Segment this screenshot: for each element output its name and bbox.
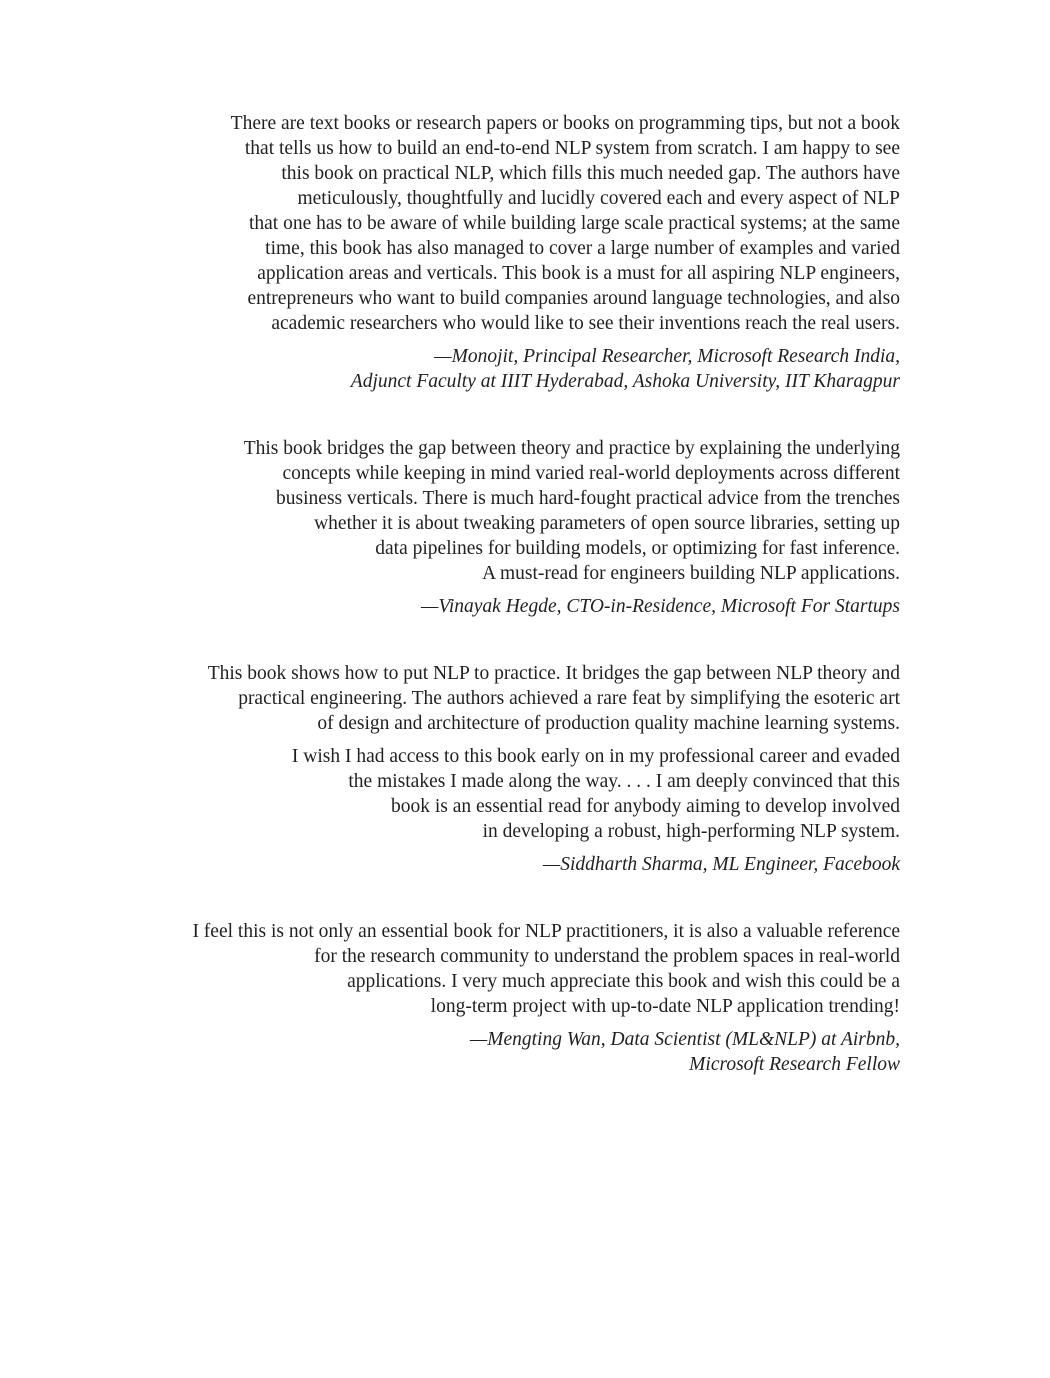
attribution-line: —Siddharth Sharma, ML Engineer, Facebook <box>542 854 900 875</box>
quote-line: meticulously, thoughtfully and lucidly covered each and every aspect of NLP <box>297 188 900 209</box>
quote-line: long-term project with up-to-date NLP application trending! <box>430 996 900 1017</box>
quote-line: business verticals. There is much hard-fought practical advice from the trenches <box>276 488 900 509</box>
quote-line: academic researchers who would like to see their inventions reach the real users. <box>271 313 900 334</box>
testimonial-2-quote <box>140 436 900 586</box>
quote-line: entrepreneurs who want to build companies around language technologies, and also <box>247 288 900 309</box>
quote-line: I wish I had access to this book early on in my professional career and evaded <box>291 746 900 767</box>
quote-line: the mistakes I made along the way. . . . I am deeply convinced that this <box>348 771 900 792</box>
testimonial-4-attribution <box>140 1027 900 1077</box>
quote-line: I feel this is not only an essential book for NLP practitioners, it is also a valuable reference <box>192 921 900 942</box>
testimonial-3-quote-continued <box>140 744 900 844</box>
attribution-line: —Monojit, Principal Researcher, Microsoft Research India, <box>434 346 900 367</box>
testimonial-2-attribution <box>140 594 900 619</box>
quote-line: A must-read for engineers building NLP applications. <box>482 563 900 584</box>
quote-line: that one has to be aware of while building large scale practical systems; at the same <box>248 213 900 234</box>
quote-line: time, this book has also managed to cover a large number of examples and varied <box>265 238 900 259</box>
quote-line: for the research community to understand the problem spaces in real-world <box>314 946 900 967</box>
quote-line: There are text books or research papers or books on programming tips, but not a book <box>230 113 900 134</box>
quote-line: that tells us how to build an end-to-end NLP system from scratch. I am happy to see <box>244 138 900 159</box>
quote-line: applications. I very much appreciate this book and wish this could be a <box>347 971 900 992</box>
quote-line: concepts while keeping in mind varied real-world deployments across different <box>282 463 900 484</box>
quote-line: whether it is about tweaking parameters of open source libraries, setting up <box>314 513 900 534</box>
quote-line: data pipelines for building models, or optimizing for fast inference. <box>375 538 900 559</box>
quote-line: practical engineering. The authors achieved a rare feat by simplifying the esoteric art <box>238 688 900 709</box>
attribution-line: —Vinayak Hegde, CTO-in-Residence, Microsoft For Startups <box>421 596 900 617</box>
quote-line: This book shows how to put NLP to practice. It bridges the gap between NLP theory and <box>207 663 900 684</box>
testimonial-3-attribution <box>140 852 900 877</box>
attribution-line: Microsoft Research Fellow <box>689 1054 900 1075</box>
quote-line: application areas and verticals. This book is a must for all aspiring NLP engineers, <box>257 263 900 284</box>
quote-line: in developing a robust, high-performing NLP system. <box>482 821 900 842</box>
quote-line: of design and architecture of production quality machine learning systems. <box>317 713 900 734</box>
testimonial-3-quote <box>140 661 900 736</box>
testimonial-4-quote <box>140 919 900 1019</box>
testimonial-1-quote <box>140 111 900 336</box>
testimonial-1-attribution <box>140 344 900 394</box>
attribution-line: —Mengting Wan, Data Scientist (ML&NLP) at Airbnb, <box>469 1029 900 1050</box>
quote-line: this book on practical NLP, which fills this much needed gap. The authors have <box>281 163 900 184</box>
attribution-line: Adjunct Faculty at IIIT Hyderabad, Ashoka University, IIT Kharagpur <box>350 371 900 392</box>
quote-line: book is an essential read for anybody aiming to develop involved <box>390 796 900 817</box>
quote-line: This book bridges the gap between theory and practice by explaining the underlying <box>243 438 900 459</box>
